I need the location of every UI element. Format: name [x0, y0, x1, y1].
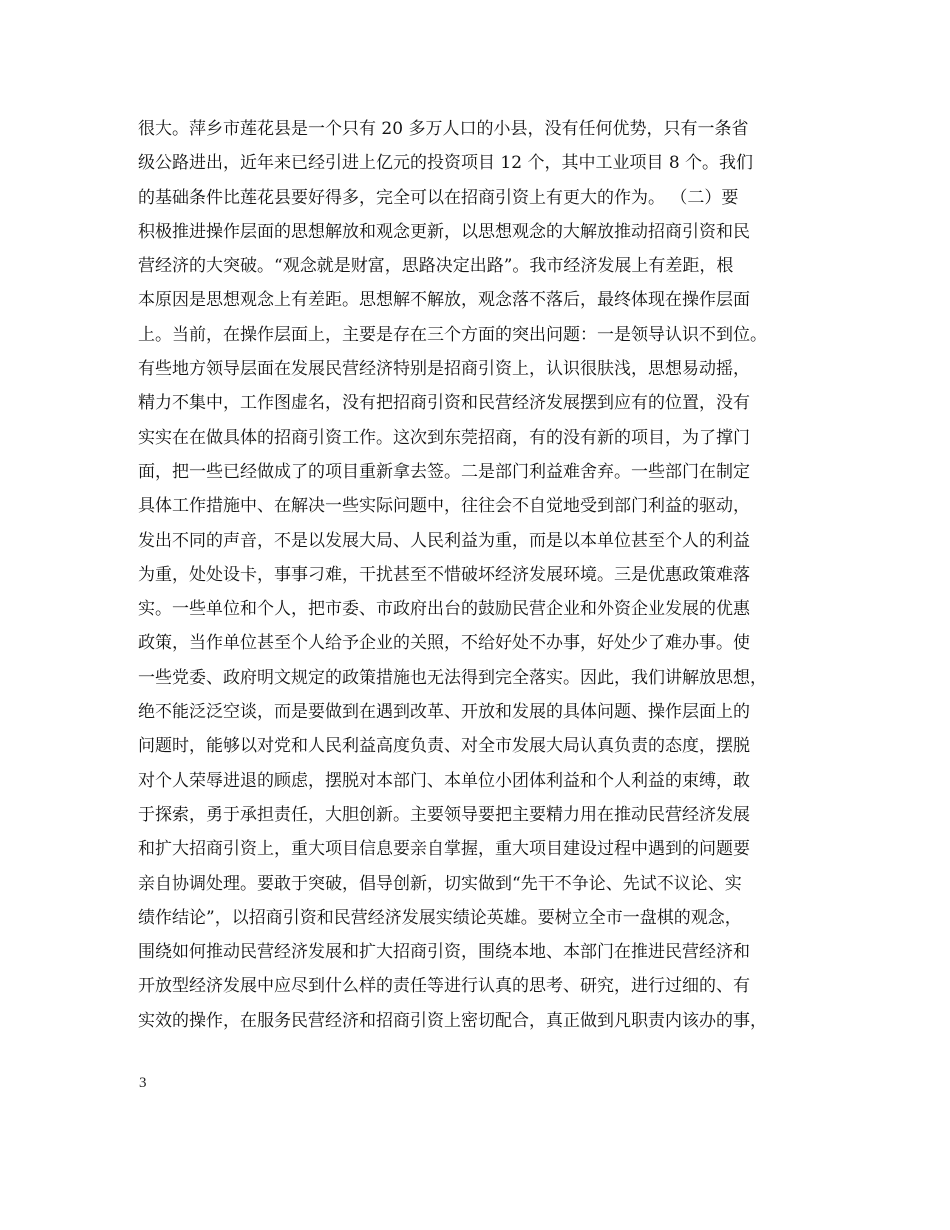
text-line: 绝不能泛泛空谈，而是要做到在遇到改革、开放和发展的具体问题、操作层面上的: [138, 702, 750, 723]
text-line: 政策，当作单位甚至个人给予企业的关照，不给好处不办事，好处少了难办事。使: [138, 633, 750, 654]
text-line: 实实在在做具体的招商引资工作。这次到东莞招商，有的没有新的项目，为了撑门: [138, 427, 750, 448]
text-line: 具体工作措施中、在解决一些实际问题中，往往会不自觉地受到部门利益的驱动，: [138, 496, 750, 517]
text-line: 营经济的大突破。“观念就是财富，思路决定出路”。我市经济发展上有差距，根: [138, 256, 734, 277]
text-line: 的基础条件比莲花县要好得多，完全可以在招商引资上有更大的作为。 （二）要: [138, 187, 739, 208]
text-line: 亲自协调处理。要敢于突破，倡导创新，切实做到“先干不争论、先试不议论、实: [138, 873, 742, 894]
body-text: [138, 112, 828, 1038]
text-line: 绩作结论”，以招商引资和民营经济发展实绩论英雄。要树立全市一盘棋的观念，: [138, 907, 742, 928]
text-line: 有些地方领导层面在发展民营经济特别是招商引资上，认识很肤浅，思想易动摇，: [138, 359, 750, 380]
text-line: 为重，处处设卡，事事刁难，干扰甚至不惜破坏经济发展环境。三是优惠政策难落: [138, 564, 750, 585]
text-line: 很大。萍乡市莲花县是一个只有 20 多万人口的小县，没有任何优势，只有一条省: [138, 119, 749, 139]
text-line: 精力不集中，工作图虚名，没有把招商引资和民营经济发展摆到应有的位置，没有: [138, 393, 750, 414]
text-line: 上。当前，在操作层面上，主要是存在三个方面的突出问题：一是领导认识不到位。: [138, 324, 767, 345]
text-line: 实效的操作，在服务民营经济和招商引资上密切配合，真正做到凡职责内该办的事，: [138, 1010, 767, 1031]
page-number: 3: [139, 1075, 147, 1091]
text-line: 对个人荣辱进退的顾虑，摆脱对本部门、本单位小团体利益和个人利益的束缚，敢: [138, 770, 750, 791]
text-line: 发出不同的声音，不是以发展大局、人民利益为重，而是以本单位甚至个人的利益: [138, 530, 750, 551]
text-line: 面，把一些已经做成了的项目重新拿去签。二是部门利益难舍弃。一些部门在制定: [138, 461, 750, 482]
text-line: 本原因是思想观念上有差距。思想解不解放，观念落不落后，最终体现在操作层面: [138, 290, 750, 311]
text-line: 一些党委、政府明文规定的政策措施也无法得到完全落实。因此，我们讲解放思想，: [138, 667, 767, 688]
text-line: 积极推进操作层面的思想解放和观念更新，以思想观念的大解放推动招商引资和民: [138, 221, 750, 242]
text-line: 问题时，能够以对党和人民利益高度负责、对全市发展大局认真负责的态度，摆脱: [138, 736, 750, 757]
text-line: 开放型经济发展中应尽到什么样的责任等进行认真的思考、研究，进行过细的、有: [138, 976, 750, 997]
text-line: 围绕如何推动民营经济发展和扩大招商引资，围绕本地、本部门在推进民营经济和: [138, 942, 750, 963]
text-line: 于探索，勇于承担责任，大胆创新。主要领导要把主要精力用在推动民营经济发展: [138, 804, 750, 825]
text-line: 级公路进出，近年来已经引进上亿元的投资项目 12 个，其中工业项目 8 个。我们: [138, 153, 754, 174]
text-line: 和扩大招商引资上，重大项目信息要亲自掌握，重大项目建设过程中遇到的问题要: [138, 839, 750, 860]
text-line: 实。一些单位和个人，把市委、市政府出台的鼓励民营企业和外资企业发展的优惠: [138, 599, 750, 620]
